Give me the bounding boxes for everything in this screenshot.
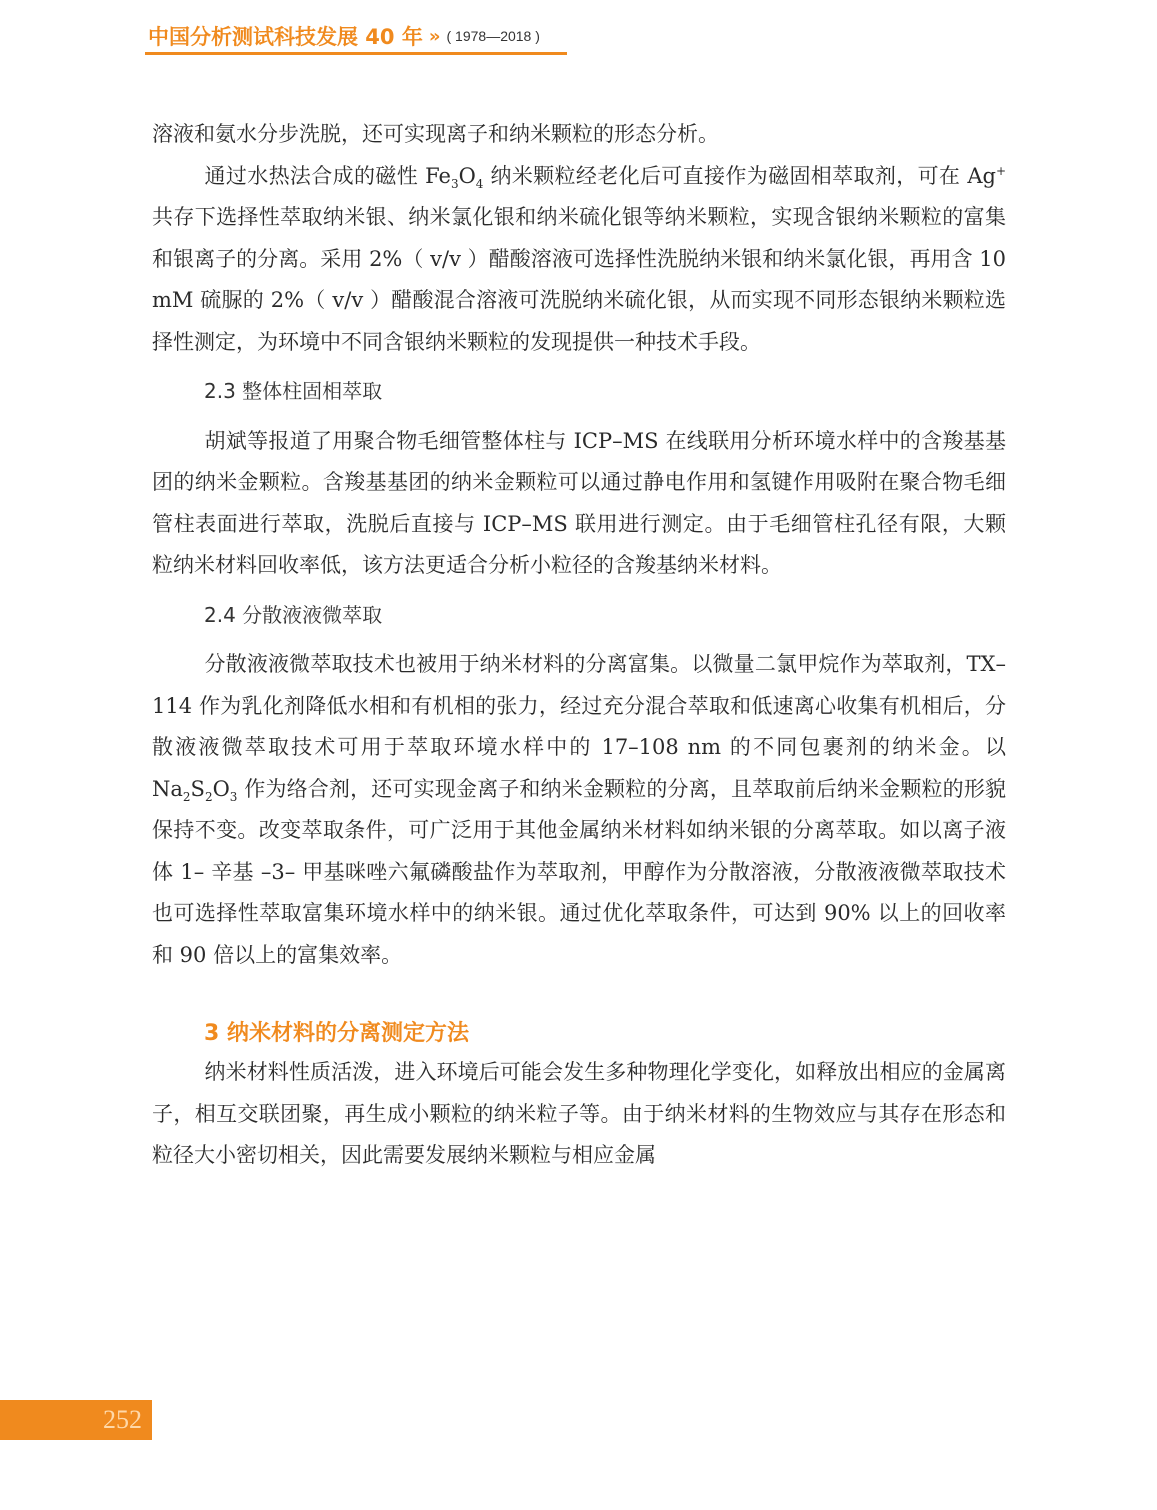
paragraph-magnetic-extraction: 通过水热法合成的磁性 $Fe_3O_4$ 纳米颗粒经老化后可直接作为磁固相萃取剂，可在 Ag+ 共存下选择性萃取纳米银、纳米氯化银和纳米硫化银等纳米颗粒，实现含银纳米颗粒的富集和银离子的分离。采用 2%（ v/v ）醋酸溶液可选择性洗脱纳米银和纳米氯化银，再用含 10 mM 硫脲的 2%（ v/v ）醋酸混合溶液可洗脱纳米硫化银，从而实现不同形态银纳米颗粒选择性测定，为环境中不同含银纳米颗粒的发现提供一种技术手段。 bbox=[152, 163, 1006, 354]
section-heading-3: 3 纳米材料的分离测定方法 bbox=[204, 1021, 469, 1046]
year-range: ( 1978—2018 ) bbox=[446, 28, 540, 44]
double-chevron-icon: » bbox=[428, 25, 441, 47]
page-body bbox=[152, 114, 1006, 1177]
page-number: 252 bbox=[103, 1405, 142, 1434]
subheading-2-3: 2.3 整体柱固相萃取 bbox=[204, 379, 383, 403]
paragraph-dispersive-microextraction: 分散液液微萃取技术也被用于纳米材料的分离富集。以微量二氯甲烷作为萃取剂，TX–114 作为乳化剂降低水相和有机相的张力，经过充分混合萃取和低速离心收集有机相后，分散液液微萃取技术可用于萃取环境水样中的 17–108 nm 的不同包裹剂的纳米金。以 $Na_2S_2O_3$ 作为络合剂，还可实现金离子和纳米金颗粒的分离，且萃取前后纳米金颗粒的形貌保持不变。改变萃取条件，可广泛用于其他金属纳米材料如纳米银的分离萃取。如以离子液体 1– 辛基 –3– 甲基咪唑六氟磷酸盐作为萃取剂，甲醇作为分散溶液，分散液液微萃取技术也可选择性萃取富集环境水样中的纳米银。通过优化萃取条件，可达到 90% 以上的回收率和 90 倍以上的富集效率。 bbox=[152, 652, 1006, 967]
running-header bbox=[148, 20, 540, 52]
subheading-2-4: 2.4 分散液液微萃取 bbox=[204, 602, 383, 627]
paragraph-monolithic-column: 胡斌等报道了用聚合物毛细管整体柱与 ICP–MS 在线联用分析环境水样中的含羧基基团的纳米金颗粒。含羧基基团的纳米金颗粒可以通过静电作用和氢键作用吸附在聚合物毛细管柱表面进行萃取，洗脱后直接与 ICP–MS 联用进行测定。由于毛细管柱孔径有限，大颗粒纳米材料回收率低，该方法更适合分析小粒径的含羧基纳米材料。 bbox=[152, 428, 1006, 577]
paragraph-continuation: 溶液和氨水分步洗脱，还可实现离子和纳米颗粒的形态分析。 bbox=[152, 122, 719, 146]
header-divider bbox=[145, 52, 567, 55]
book-title: 中国分析测试科技发展 40 年 bbox=[148, 25, 423, 49]
paragraph-separation-methods: 纳米材料性质活泼，进入环境后可能会发生多种物理化学变化，如释放出相应的金属离子，相互交联团聚，再生成小颗粒的纳米粒子等。由于纳米材料的生物效应与其存在形态和粒径大小密切相关，因此需要发展纳米颗粒与相应金属 bbox=[152, 1060, 1006, 1167]
page-number-tab bbox=[0, 1400, 152, 1440]
